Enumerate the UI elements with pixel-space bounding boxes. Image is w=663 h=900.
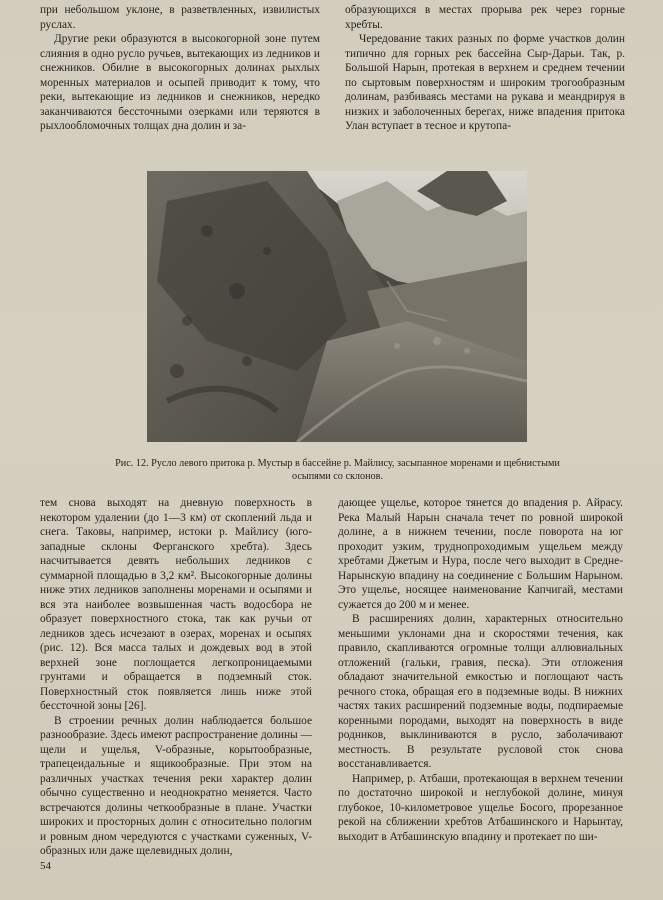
paragraph: В строении речных долин наблюдается большое разнообразие. Здесь имеют распространение долины — щели и ущелья, V-образные, корытообразные, трапецеидальные и ящикообразные. При этом на различных участках течения реки характер долин обычно существенно и неоднократно меняется. Часто встречаются долины четкообразные в плане. Участки широких и просторных долин с относительно пологим и ровным дном чередуются с участками суженных, V-образных или даже щелевидных долин, xyxy=(40,714,312,857)
top-left-column xyxy=(40,3,320,134)
figure-caption: Рис. 12. Русло левого притока р. Мустыр в бассейне р. Майлису, засыпанное моренами и щебнистыми осыпями со склонов. xyxy=(115,458,560,482)
top-right-column xyxy=(345,3,625,134)
paragraph: тем снова выходят на дневную поверхность в некотором удалении (до 1—3 км) от скоплений льда и снега. Таковы, например, истоки р. Майлису (юго-западные склоны Ферганского хребта). Здесь насчитывается девять небольших ледников с суммарной площадью в 3,2 км². Высокогорные долины ниже этих ледников заполнены моренами и осыпями и вся эта наиболее возвышенная часть водосбора не образует поверхностного стока, так как ручьи от ледников здесь исчезают в озерах, моренах и осыпях (рис. 12). Вся масса талых и дождевых вод в этой верхней зоне поглощается легкопроницаемыми грунтами и обращается в подземный сток. Поверхностный сток появляется лишь ниже этой бессточной зоны [26]. xyxy=(40,497,312,712)
bottom-left-column xyxy=(40,496,312,859)
page-number: 54 xyxy=(40,860,51,872)
bottom-right-column xyxy=(338,496,623,844)
mountain-valley-photo xyxy=(147,171,527,442)
paragraph: дающее ущелье, которое тянется до впадения р. Айрасу. Река Малый Нарын сначала течет по ровной широкой долине, а в нижнем течении, после поворота на юг проходит узким, труднопроходимым ущельем между хребтами Джетым и Нура, после чего выходит в Средне-Нарынскую впадину на соединение с Большим Нарыном. Это ущелье, носящее наименование Капчигай, местами сужается до 200 м и менее. xyxy=(338,497,623,611)
paragraph: В расширениях долин, характерных относительно меньшими уклонами дна и скоростями течения, как правило, скапливаются огромные толщи аллювиальных отложений (гальки, гравия, песка). Эти отложения обладают значительной емкостью и поглощают часть речного стока, обращая его в подземные воды. В нижних частях таких расширений подземные воды, подпираемые коренными породами, выходят на поверхность в виде родников, выклиниваются в русло, заболачивают местность. В результате русловой сток снова восстанавливается. xyxy=(338,613,623,770)
paragraph: Чередование таких разных по форме участков долин типично для горных рек бассейна Сыр-Дарьи. Так, р. Большой Нарын, протекая в верхнем и среднем течении по сыртовым поверхностям и широким трогообразным долинам, разбиваясь местами на рукава и меандрируя в низких и заболоченных берегах, ниже впадения притока Улан вступает в тесное и крутопа- xyxy=(345,33,625,132)
figure-photo xyxy=(147,171,527,442)
paragraph: Другие реки образуются в высокогорной зоне путем слияния в одно русло ручьев, вытекающих из ледников и снежников. Обилие в высокогорных долинах рыхлых моренных материалов и осыпей приводит к тому, что реки, вытекающие из ледников и снежников, нередко заканчиваются бессточными озерками или теряются в рыхлообломочных толщах дна долин и за- xyxy=(40,33,320,132)
paragraph: при небольшом уклоне, в разветвленных, извилистых руслах. xyxy=(40,4,320,31)
paragraph: Например, р. Атбаши, протекающая в верхнем течении по достаточно широкой и неглубокой долине, минуя глубокое, 10-километровое ущелье Босого, прорезанное рекой на сближении хребтов Атбашинского и Нарынтау, выходит в Атбашинскую впадину и протекает по ши- xyxy=(338,772,623,843)
paragraph: образующихся в местах прорыва рек через горные хребты. xyxy=(345,4,625,31)
